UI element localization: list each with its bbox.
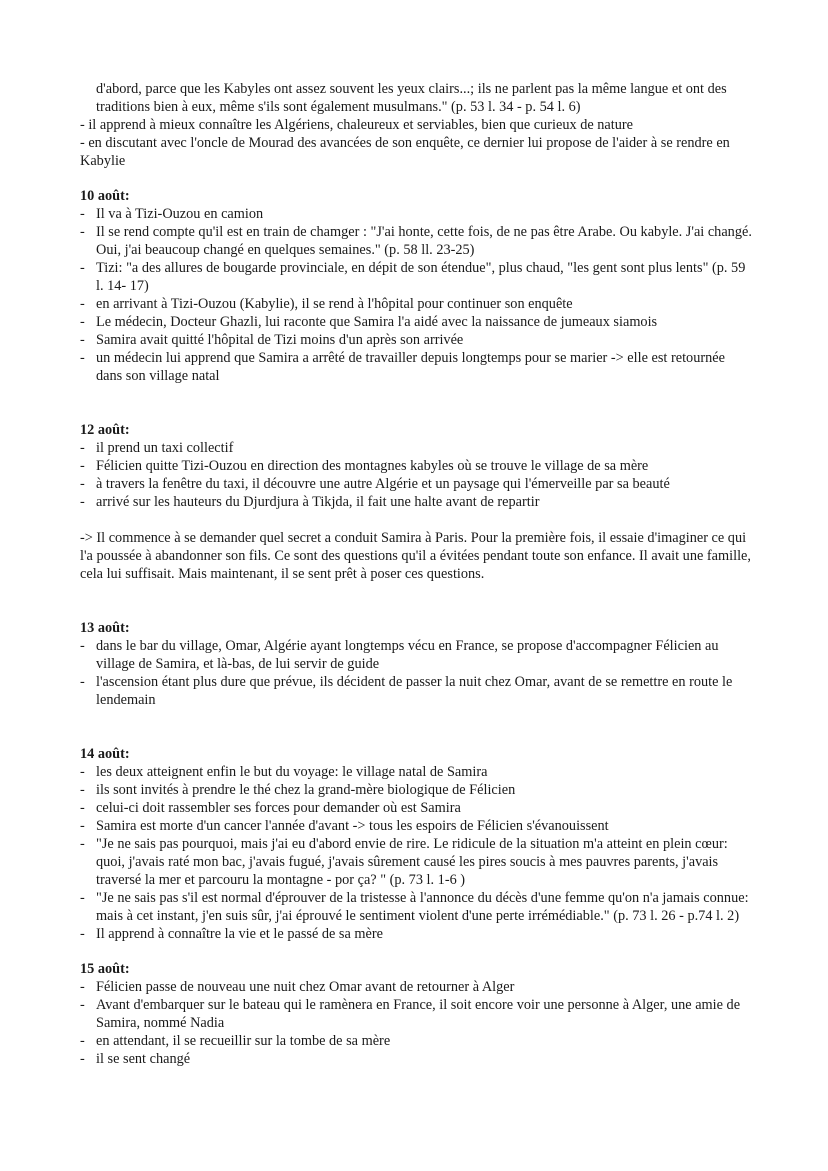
section-heading: 12 août: [80,422,130,438]
list-item: - l'ascension étant plus dure que prévue, ils décident de passer la nuit chez Omar, avant de se remettre en route le lendemain [80,673,752,709]
section-15-aout [80,960,752,1068]
list-item: - Avant d'embarquer sur le bateau qui le ramènera en France, il soit encore voir une personne à Alger, une amie de Samira, nommé Nadia [80,996,752,1032]
item-list [80,439,752,511]
intro-line: - il apprend à mieux connaître les Algériens, chaleureux et serviables, bien que curieux de nature [80,117,633,133]
list-item: - en arrivant à Tizi-Ouzou (Kabylie), il se rend à l'hôpital pour continuer son enquête [80,295,752,313]
list-item: - Il va à Tizi-Ouzou en camion [80,205,752,223]
section-heading: 13 août: [80,620,130,636]
list-item: - en attendant, il se recueillir sur la tombe de sa mère [80,1032,752,1050]
list-item: - un médecin lui apprend que Samira a arrêté de travailler depuis longtemps pour se marier -> elle est retournée dans son village natal [80,349,752,385]
list-item: - Félicien quitte Tizi-Ouzou en direction des montagnes kabyles où se trouve le village de sa mère [80,457,752,475]
list-item: - "Je ne sais pas pourquoi, mais j'ai eu d'abord envie de rire. Le ridicule de la situation m'a atteint en plein cœur: quoi, j'avais raté mon bac, j'avais fugué, j'avais sûrement causé les pires soucis à mes pauvres parents, j'avais traversé la mer et parcouru la montagne - por ça? " (p. 73 l. 1-6 ) [80,835,752,889]
intro-line: - en discutant avec l'oncle de Mourad des avancées de son enquête, ce dernier lui propose de l'aider à se rendre en Kabylie [80,135,730,169]
list-item: - Tizi: "a des allures de bougarde provinciale, en dépit de son étendue", plus chaud, "les gent sont plus lents" (p. 59 l. 14- 17) [80,259,752,295]
item-list [80,978,752,1068]
list-item: - les deux atteignent enfin le but du voyage: le village natal de Samira [80,763,752,781]
section-heading: 14 août: [80,746,130,762]
item-list [80,637,752,709]
document-page [80,80,752,1068]
list-item: - celui-ci doit rassembler ses forces pour demander où est Samira [80,799,752,817]
list-item: - à travers la fenêtre du taxi, il découvre une autre Algérie et un paysage qui l'émerveille par sa beauté [80,475,752,493]
item-list [80,205,752,385]
list-item: - "Je ne sais pas s'il est normal d'éprouver de la tristesse à l'annonce du décès d'une femme qu'on n'a jamais connue: mais à cet instant, j'en suis sûr, j'ai éprouvé le sentiment violent d'une perte irrémédiable." (p. 73 l. 26 - p.74 l. 2) [80,889,752,925]
list-item: - Samira est morte d'un cancer l'année d'avant -> tous les espoirs de Félicien s'évanouissent [80,817,752,835]
list-item: - ils sont invités à prendre le thé chez la grand-mère biologique de Félicien [80,781,752,799]
section-heading: 10 août: [80,188,130,204]
section-12-aout [80,421,752,583]
section-13-aout [80,619,752,709]
list-item: - Félicien passe de nouveau une nuit chez Omar avant de retourner à Alger [80,978,752,996]
list-item: - il prend un taxi collectif [80,439,752,457]
list-item: - dans le bar du village, Omar, Algérie ayant longtemps vécu en France, se propose d'accompagner Félicien au village de Samira, et là-bas, de lui servir de guide [80,637,752,673]
section-10-aout [80,187,752,385]
list-item: - Le médecin, Docteur Ghazli, lui raconte que Samira l'a aidé avec la naissance de jumeaux siamois [80,313,752,331]
quote-continuation: d'abord, parce que les Kabyles ont assez souvent les yeux clairs...; ils ne parlent pas la même langue et ont des traditions bien à eux, même s'ils sont également musulmans." (p. 53 l. 34 - p. 54 l. 6) [96,81,727,115]
list-item: - Il se rend compte qu'il est en train de chamger : "J'ai honte, cette fois, de ne pas être Arabe. Ou kabyle. J'ai changé. Oui, j'ai beaucoup changé en quelques semaines." (p. 58 ll. 23-25) [80,223,752,259]
section-heading: 15 août: [80,961,130,977]
list-item: - il se sent changé [80,1050,752,1068]
item-list [80,763,752,943]
list-item: - Samira avait quitté l'hôpital de Tizi moins d'un après son arrivée [80,331,752,349]
reflection-paragraph: -> Il commence à se demander quel secret a conduit Samira à Paris. Pour la première fois, il essaie d'imaginer ce qui l'a poussée à abandonner son fils. Ce sont des questions qu'il a évitées pendant toute son enfance. Il avait une famille, cela lui suffisait. Mais maintenant, il se sent prêt à poser ces questions. [80,530,751,582]
intro-block [80,80,752,170]
list-item: - Il apprend à connaître la vie et le passé de sa mère [80,925,752,943]
list-item: - arrivé sur les hauteurs du Djurdjura à Tikjda, il fait une halte avant de repartir [80,493,752,511]
section-14-aout [80,745,752,943]
